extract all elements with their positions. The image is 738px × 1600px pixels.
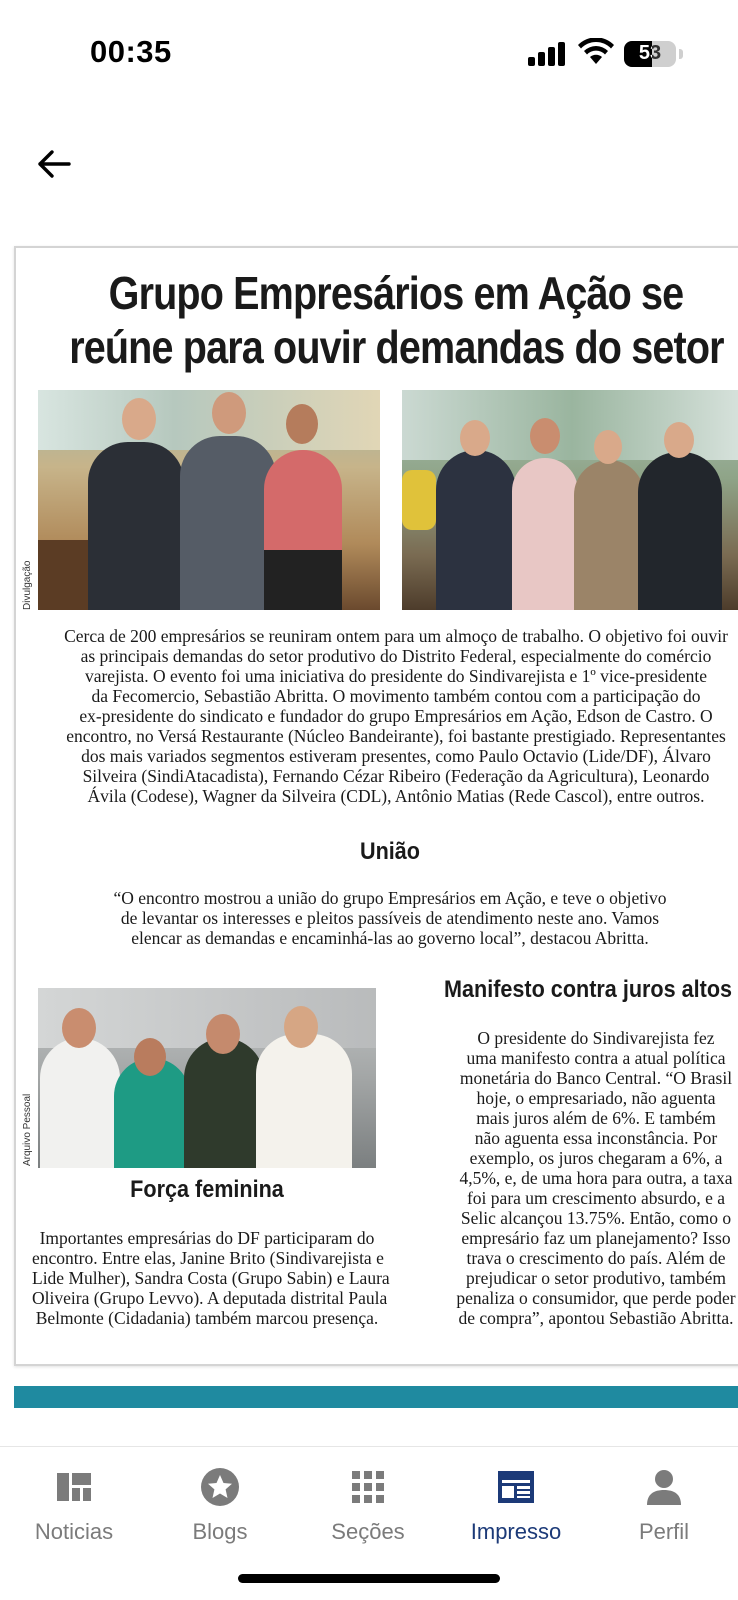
forca-line: Oliveira (Grupo Levvo). A deputada distrital Paula <box>32 1288 388 1308</box>
nav-item-impresso[interactable] <box>442 1459 590 1549</box>
photo-women-entrepreneurs <box>38 988 376 1168</box>
forca-line: encontro. Entre elas, Janine Brito (Sindivarejista e <box>32 1248 384 1268</box>
photo-credit: Divulgação <box>22 560 33 610</box>
nav-item-blogs[interactable] <box>146 1459 294 1549</box>
news-grid-icon <box>54 1467 94 1507</box>
manifesto-line: hoje, o empresariado, não aguenta <box>476 1088 716 1108</box>
nav-item-secoes[interactable] <box>294 1459 442 1549</box>
manifesto-line: 4,5%, e, de uma hora para outra, a taxa <box>459 1168 733 1188</box>
manifesto-line: empresário faz um planejamento? Isso <box>461 1228 731 1248</box>
nav-item-noticias[interactable] <box>0 1459 148 1549</box>
quote-line: de levantar os interesses e pleitos passíveis de atendimento neste ano. Vamos <box>120 908 660 928</box>
home-indicator[interactable] <box>238 1574 500 1583</box>
nav-label: Blogs <box>192 1519 248 1544</box>
uniao-quote <box>16 888 738 948</box>
manifesto-line: trava o crescimento do país. Além de <box>466 1248 726 1268</box>
battery-nub <box>679 49 683 59</box>
signal-icon <box>528 42 566 66</box>
body-line: Cerca de 200 empresários se reuniram ontem para um almoço de trabalho. O objetivo foi ouvir <box>64 626 728 646</box>
manifesto-text <box>426 1028 738 1328</box>
nav-item-perfil[interactable] <box>590 1459 738 1549</box>
person-icon <box>644 1467 684 1507</box>
body-line: da Fecomercio, Sebastião Abritta. O movimento também contou com a participação do <box>91 686 701 706</box>
nav-label: Perfil <box>638 1519 690 1544</box>
star-badge-icon <box>200 1467 240 1507</box>
manifesto-line: foi para um crescimento absurdo, e a <box>466 1188 726 1208</box>
wifi-icon <box>578 38 614 66</box>
manifesto-line: de compra”, apontou Sebastião Abritta. <box>458 1308 734 1328</box>
status-bar <box>0 0 738 110</box>
newspaper-icon <box>496 1467 536 1507</box>
forca-line: Lide Mulher), Sandra Costa (Grupo Sabin) e Laura <box>32 1268 390 1288</box>
article-body <box>16 626 738 806</box>
photo-business-group-2 <box>402 390 738 610</box>
battery-level: 53 <box>638 42 662 64</box>
nav-label: Seções <box>331 1519 405 1544</box>
status-time: 00:35 <box>90 34 172 69</box>
body-line: Ávila (Codese), Wagner da Silveira (CDL), Antônio Matias (Rede Cascol), entre outros. <box>87 786 705 806</box>
body-line: varejista. O evento foi uma iniciativa do presidente do Sindivarejista e 1º vice-presidente <box>84 666 708 686</box>
manifesto-line: uma manifesto contra a atual política <box>466 1048 726 1068</box>
manifesto-line: prejudicar o setor produtivo, também <box>466 1268 726 1288</box>
battery-icon <box>624 41 676 67</box>
section-title-uniao: União <box>359 838 420 865</box>
back-button[interactable] <box>30 140 78 188</box>
forca-line: Belmonte (Cidadania) também marcou presença. <box>35 1308 379 1328</box>
nav-label: Noticias <box>34 1519 114 1544</box>
body-line: as principais demandas do setor produtivo do Distrito Federal, especialmente do comércio <box>80 646 712 666</box>
body-line: dos mais variados segmentos estiveram presentes, como Paulo Octavio (Lide/DF), Álvaro <box>81 746 711 766</box>
section-title-manifesto: Manifesto contra juros altos <box>444 976 733 1003</box>
arrow-left-icon <box>37 149 71 179</box>
manifesto-line: exemplo, os juros chegaram a 6%, a <box>469 1148 723 1168</box>
manifesto-line: não aguenta essa inconstância. Por <box>474 1128 718 1148</box>
forca-feminina-text <box>32 1228 390 1328</box>
quote-line: “O encontro mostrou a união do grupo Empresários em Ação, e teve o objetivo <box>113 888 667 908</box>
body-line: encontro, no Versá Restaurante (Núcleo Bandeirante), foi bastante prestigiado. Representantes <box>66 726 726 746</box>
body-line: Silveira (SindiAtacadista), Fernando Cézar Ribeiro (Federação da Agricultura), Leonardo <box>82 766 710 786</box>
manifesto-line: mais juros além de 6%. E também <box>476 1108 716 1128</box>
nav-label: Impresso <box>470 1519 562 1544</box>
headline-line: Grupo Empresários em Ação se <box>108 267 684 319</box>
manifesto-line: O presidente do Sindivarejista fez <box>477 1028 715 1048</box>
page-separator-bar <box>14 1386 738 1408</box>
apps-grid-icon <box>348 1467 388 1507</box>
body-line: ex-presidente do sindicato e fundador do grupo Empresários em Ação, Edson de Castro. O <box>79 706 713 726</box>
photo-credit: Arquivo Pessoal <box>22 1093 33 1166</box>
manifesto-line: Selic alcançou 13.75%. Então, como o <box>460 1208 732 1228</box>
quote-line: elencar as demandas e encaminhá-las ao governo local”, destacou Abritta. <box>131 928 649 948</box>
section-title-forca-feminina: Força feminina <box>130 1176 284 1203</box>
photo-business-group-1 <box>38 390 380 610</box>
headline <box>69 266 723 374</box>
headline-line: reúne para ouvir demandas do setor <box>69 321 724 373</box>
newspaper-page[interactable] <box>14 246 738 1366</box>
manifesto-line: penaliza o consumidor, que perde poder <box>456 1288 736 1308</box>
manifesto-line: monetária do Banco Central. “O Brasil <box>459 1068 733 1088</box>
forca-line: Importantes empresárias do DF participaram do <box>39 1228 375 1248</box>
